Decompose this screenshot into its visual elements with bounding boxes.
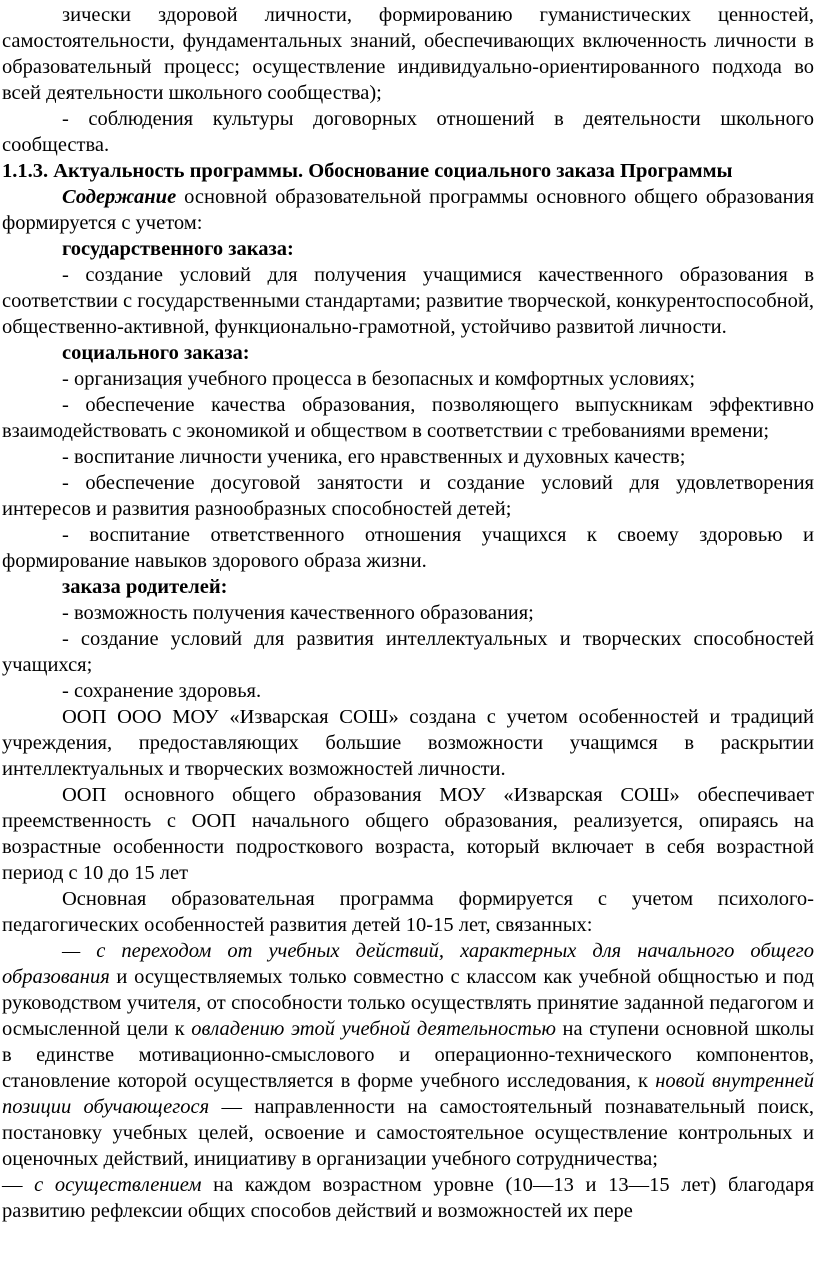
realization-italic: с осуществлением bbox=[34, 1174, 202, 1196]
realization-text: на каждом возрастном уровне (10—13 и 13—15 лет) благодаря развитию рефлексии общих способов действий и возможностей их пере bbox=[2, 1174, 815, 1222]
contract-paragraph: - соблюдения культуры договорных отношений в деятельности школьного сообщества. bbox=[2, 108, 814, 156]
social-order-item: - обеспечение качества образования, позволяющего выпускникам эффективно взаимодействовать с экономикой и обществом в соответствии с требованиями времени; bbox=[2, 394, 814, 442]
transition-paragraph bbox=[2, 938, 814, 1172]
oop-paragraph-2: ООП основного общего образования МОУ «Изварская СОШ» обеспечивает преемственность с ООП начального общего образования, реализуется, опираясь на возрастные особенности подросткового возраста, который включает в себя возрастной период с 10 до 15 лет bbox=[2, 784, 814, 884]
main-program-paragraph: Основная образовательная программа формируется с учетом психолого-педагогических особенностей развития детей 10-15 лет, связанных: bbox=[2, 888, 814, 936]
oop-paragraph-1: ООП ООО МОУ «Изварская СОШ» создана с учетом особенностей и традиций учреждения, предоставляющих большие возможности учащимся в раскрытии интеллектуальных и творческих возможностей личности. bbox=[2, 706, 814, 780]
intro-paragraph: зически здоровой личности, формированию гуманистических ценностей, самостоятельности, фундаментальных знаний, обеспечивающих включенность личности в образовательный процесс; осуществление индивидуально-ориентированного подхода во всей деятельности школьного сообщества); bbox=[2, 4, 814, 104]
social-order-item: - воспитание ответственного отношения учащихся к своему здоровью и формирование навыков здорового образа жизни. bbox=[2, 524, 814, 572]
state-order-item: - создание условий для получения учащимися качественного образования в соответствии с государственными стандартами; развитие творческой, конкурентоспособной, общественно-активной, функционально-грамотной, устойчиво развитой личности. bbox=[2, 264, 814, 338]
transition-italic-1: — с переходом от учебных действий, характерных для начального общего образования bbox=[2, 940, 814, 988]
parents-order-title: заказа родителей: bbox=[62, 576, 228, 598]
content-word: Содержание bbox=[62, 186, 177, 208]
social-order-item: - воспитание личности ученика, его нравственных и духовных качеств; bbox=[62, 446, 686, 468]
social-order-item: - организация учебного процесса в безопасных и комфортных условиях; bbox=[62, 368, 696, 390]
transition-italic-5: новой внутренней позиции обучающегося bbox=[2, 1070, 814, 1118]
section-heading: 1.1.3. Актуальность программы. Обоснование социального заказа Программы bbox=[2, 160, 733, 182]
realization-dash: — bbox=[2, 1174, 35, 1196]
transition-italic-3: овладению этой учебной деятельностью bbox=[191, 1018, 556, 1040]
parents-order-item: - возможность получения качественного образования; bbox=[62, 602, 534, 624]
parents-order-item: - создание условий для развития интеллектуальных и творческих способностей учащихся; bbox=[2, 628, 814, 676]
content-paragraph bbox=[2, 184, 814, 236]
realization-paragraph bbox=[2, 1172, 814, 1224]
social-order-title: социального заказа: bbox=[62, 342, 250, 364]
social-order-item: - обеспечение досуговой занятости и создание условий для удовлетворения интересов и развития разнообразных способностей детей; bbox=[2, 472, 814, 520]
parents-order-item: - сохранение здоровья. bbox=[62, 680, 262, 702]
state-order-title: государственного заказа: bbox=[62, 238, 294, 260]
content-rest: основной образовательной программы основного общего образования формируется с учетом: bbox=[2, 186, 814, 234]
transition-text-4: на ступени основной школы в единстве мотивационно-смыслового и операционно-технического компонентов, становление которой осуществляется в форме учебного исследования, к bbox=[2, 1018, 814, 1092]
transition-text-6: — направленности на самостоятельный познавательный поиск, постановку учебных целей, освоение и самостоятельное осуществление контрольных и оценочных действий, инициативу в организации учебного сотрудничества; bbox=[2, 1096, 814, 1170]
transition-text-2: и осуществляемых только совместно с классом как учебной общностью и под руководством учителя, от способности только осуществлять принятие заданной педагогом и осмысленной цели к bbox=[2, 966, 814, 1040]
